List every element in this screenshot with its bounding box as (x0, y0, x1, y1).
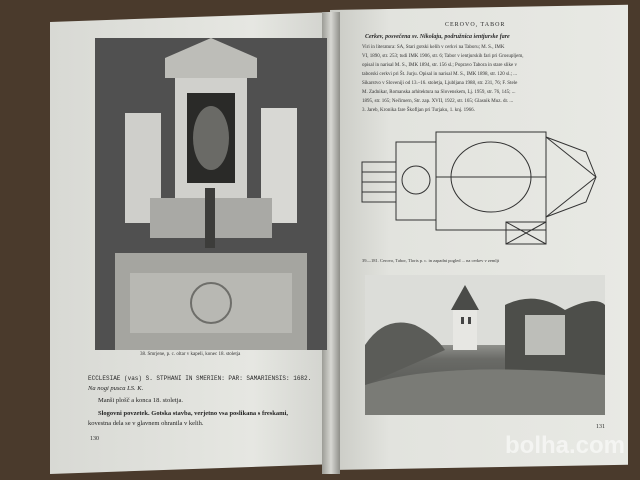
lit-line-3: opisal in narisal M. S., IMK 1894, str. 156 sl.; Popravo Tabora in stare slike v (362, 63, 517, 68)
lit-line-1: Viri in literatura: SA, Stari gotski kelih v cerkvi na Taboru; M. S., IMK (362, 45, 505, 50)
altar-photo (95, 38, 327, 350)
plan-caption: 39—181. Cerovo, Tabor, Tloris p. c. in zapadni pogled ... na cerkev v zemlji (362, 258, 500, 263)
lit-line-8: 3. Jareb, Kronika fare Škofljan pri Turjaku, 1. knj. 1966. (362, 108, 475, 113)
right-title: Cerkev, posvečena sv. Nikolaju, podružnica ientjurske fare (365, 34, 510, 40)
left-line-4: kovestna dela se v glavnem ohranila v kelih. (88, 420, 204, 427)
left-line-1: Na nogi pusca LS. K. (88, 385, 144, 392)
altar-photo-caption: 38. Smrjene, p. c. oltar v kapeli, konec 18. stoletja (140, 352, 241, 357)
lit-line-4: taborski cerkvi pri Št. Jurju. Opisal in narisal M. S., IMK 1898, str. 120 sl.; ... (362, 72, 517, 77)
running-head: CEROVO, TABOR (445, 22, 506, 28)
lit-line-6: M. Zadnikar, Romanska arhitektura na Slovenskem, Lj. 1959, str. 76, 145; ... (362, 90, 516, 95)
church-photo (365, 275, 605, 415)
lit-line-5: Sikarstvo v Sloveniji od 13.–16. stoletja, Ljubljana 1988, str. 231, 76; F. Stele (362, 81, 518, 86)
lit-line-7: 1895, str. 165; Nečimern, Str. zap. XVII, 1922, str. 165; Glasnik Muz. dr. ... (362, 99, 514, 104)
lit-line-2: VI, 1890, str. 253; tudi IMK 1906, str. 6; Tabor v ientjurskih fari pri Grosupljem, (362, 54, 524, 59)
church-floor-plan (356, 122, 602, 254)
left-line-2: Manši plošč a konca 18. stoletja. (98, 397, 184, 404)
left-heading: ECCLESIAE (vas) S. STPHANI IN SMERIEN: PAR: SAMARIENSIS: 1682. (88, 375, 312, 382)
left-line-3: Slogovni povzetek. Gotska stavba, verjetno vsa poslikana s freskami, (98, 410, 289, 417)
right-page-number: 131 (596, 424, 605, 430)
watermark-text: bolha.com (505, 432, 626, 459)
left-page-number: 130 (90, 436, 99, 442)
